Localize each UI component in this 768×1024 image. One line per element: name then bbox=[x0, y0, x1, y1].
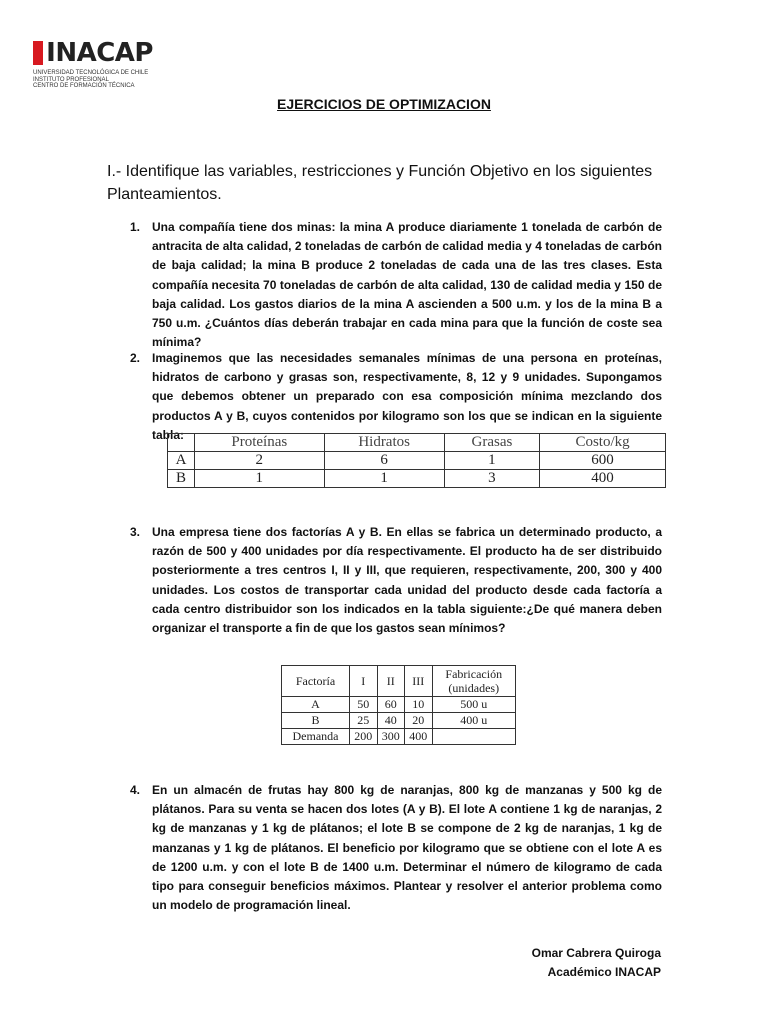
exercise-text: En un almacén de frutas hay 800 kg de naranjas, 800 kg de manzanas y 500 kg de plátanos. Para su venta se hacen dos lotes (A y B). El lote A contiene 1 kg de naranjas, 2 kg de manzanas y 1 kg de plátanos; el lote B se compone de 2 kg de naranjas, 1 kg de manzanas y 1 kg de plátanos. El beneficio por kilogramo que se obtiene con el lote A es de 1200 u.m. y con el lote B de 1400 u.m. Determinar el número de kilogramo de cada tipo para conseguir beneficios máximos. Plantear y resolver el anterior problema como un modelo de programación lineal. bbox=[152, 783, 662, 913]
table-cell: 20 bbox=[405, 713, 433, 729]
exercise-text: Una compañía tiene dos minas: la mina A produce diariamente 1 tonelada de carbón de antracita de alta calidad, 2 toneladas de carbón de calidad media y 4 toneladas de carbón de baja calidad; la mina B produce 2 toneladas de cada una de las tres clases. Esta compañía necesita 70 toneladas de carbón de alta calidad, 130 de calidad media y 150 de baja calidad. Los gastos diarios de la mina A ascienden a 500 u.m. y los de la mina B a 750 u.m. ¿Cuántos días deberán trabajar en cada mina para que la función de coste sea mínima? bbox=[152, 220, 662, 350]
table-cell: Grasas bbox=[444, 434, 539, 452]
table-row bbox=[168, 452, 666, 470]
table-cell: Fabricación (unidades) bbox=[432, 666, 515, 697]
page-title: EJERCICIOS DE OPTIMIZACION bbox=[277, 96, 491, 112]
inacap-logo bbox=[33, 38, 153, 90]
table-cell: 50 bbox=[350, 697, 378, 713]
table-row bbox=[282, 729, 516, 745]
table-cell: 40 bbox=[377, 713, 405, 729]
signature bbox=[532, 944, 661, 982]
logo-red-bar-icon bbox=[33, 41, 43, 65]
table-cell: A bbox=[168, 452, 195, 470]
table-cell: Demanda bbox=[282, 729, 350, 745]
table-row bbox=[282, 697, 516, 713]
exercise-text: Imaginemos que las necesidades semanales mínimas de una persona en proteínas, hidratos de carbono y grasas son, respectivamente, 8, 12 y 9 unidades. Supongamos que debemos obtener un preparado con esa composición mínima mezclando dos productos A y B, cuyos contenidos por kilogramo son los que se indican en la siguiente tabla: bbox=[152, 351, 662, 442]
exercise-number: 2. bbox=[130, 351, 141, 365]
exercise-4 bbox=[130, 781, 662, 915]
table-row bbox=[282, 713, 516, 729]
table-header-row bbox=[168, 434, 666, 452]
table-cell: Proteínas bbox=[195, 434, 325, 452]
table-cell: I bbox=[350, 666, 378, 697]
author-role: Académico INACAP bbox=[547, 965, 661, 979]
table-header-row bbox=[282, 666, 516, 697]
table-cell: 60 bbox=[377, 697, 405, 713]
table-cell: A bbox=[282, 697, 350, 713]
table-row bbox=[168, 470, 666, 488]
transport-cost-table bbox=[281, 665, 516, 745]
exercise-2 bbox=[130, 349, 662, 445]
table-cell: III bbox=[405, 666, 433, 697]
exercise-number: 1. bbox=[130, 220, 141, 234]
table-cell: 300 bbox=[377, 729, 405, 745]
table-cell: 400 u bbox=[432, 713, 515, 729]
table-cell: 3 bbox=[444, 470, 539, 488]
table-cell: B bbox=[282, 713, 350, 729]
table-cell: 400 bbox=[405, 729, 433, 745]
table-cell: 6 bbox=[324, 452, 444, 470]
exercise-1 bbox=[130, 218, 662, 352]
author-name: Omar Cabrera Quiroga bbox=[531, 946, 661, 960]
table-cell: 1 bbox=[195, 470, 325, 488]
table-cell: Factoría bbox=[282, 666, 350, 697]
table-cell bbox=[432, 729, 515, 745]
table-cell: 1 bbox=[324, 470, 444, 488]
table-cell: 200 bbox=[350, 729, 378, 745]
table-cell: 25 bbox=[350, 713, 378, 729]
table-cell: 1 bbox=[444, 452, 539, 470]
exercise-number: 3. bbox=[130, 525, 141, 539]
section-heading: I.- Identifique las variables, restricciones y Función Objetivo en los siguientes Planteamientos. bbox=[107, 163, 653, 203]
nutrition-table bbox=[167, 433, 666, 488]
exercise-text: Una empresa tiene dos factorías A y B. En ellas se fabrica un determinado producto, a razón de 500 y 400 unidades por día respectivamente. El producto ha de ser distribuido posteriormente a tres centros I, II y III, que requieren, respectivamente, 200, 300 y 400 unidades. Los costos de transportar cada unidad del producto desde cada factoría a cada centro distribuidor son los indicados en la tabla siguiente:¿De qué manera deben organizar el transporte a fin de que los gastos sean mínimos? bbox=[152, 525, 662, 636]
table-cell: B bbox=[168, 470, 195, 488]
table-cell bbox=[168, 434, 195, 452]
logo-subtitle: UNIVERSIDAD TECNOLÓGICA DE CHILE INSTITUTO PROFESIONAL CENTRO DE FORMACIÓN TÉCNICA bbox=[33, 70, 149, 89]
table-cell: 500 u bbox=[432, 697, 515, 713]
logo-wordmark: INACAP bbox=[46, 38, 153, 68]
table-cell: Hidratos bbox=[324, 434, 444, 452]
table-cell: Costo/kg bbox=[540, 434, 666, 452]
table-cell: 2 bbox=[195, 452, 325, 470]
exercise-number: 4. bbox=[130, 783, 141, 797]
table-cell: II bbox=[377, 666, 405, 697]
table-cell: 400 bbox=[540, 470, 666, 488]
table-cell: 600 bbox=[540, 452, 666, 470]
exercise-3 bbox=[130, 523, 662, 638]
table-cell: 10 bbox=[405, 697, 433, 713]
